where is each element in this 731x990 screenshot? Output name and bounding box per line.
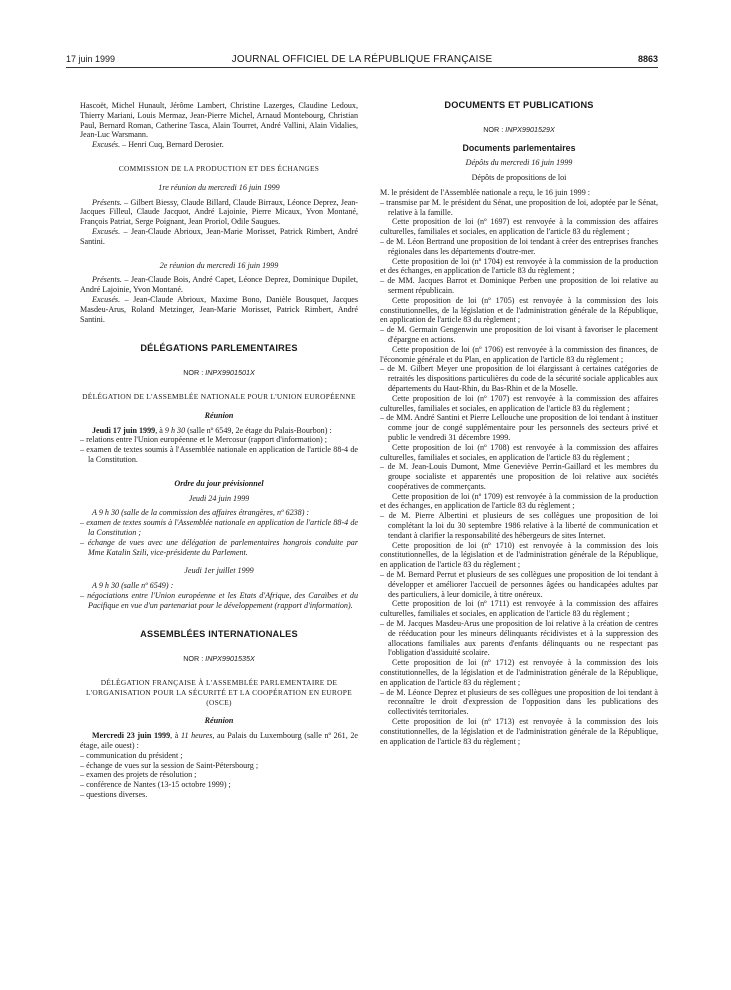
excuses-paragraph: Excusés. – Jean-Claude Abrioux, Jean-Marie Morisset, Patrick Rimbert, André Santini. [80, 226, 358, 246]
agenda-item: – examen de textes soumis à l'Assemblée nationale en application de l'article 88-4 de la Constitution ; [80, 518, 358, 537]
proposal-entry: – de M. Pierre Albertini et plusieurs de ses collègues une proposition de loi complétant la loi du 30 septembre 1986 relative à la liberté de communication et tendant à clarifier la responsabilité des hébergeurs de sites Internet. [380, 511, 658, 540]
header-page-number: 8863 [637, 54, 658, 64]
referral-paragraph: Cette proposition de loi (nº 1705) est renvoyée à la commission des lois constitutionnelles, de la législation et de l'administration générale de la République, en application de l'article 83 du règlement ; [380, 295, 658, 325]
commission-heading: COMMISSION DE LA PRODUCTION ET DES ÉCHANGES [118, 163, 320, 173]
referral-paragraph: Cette proposition de loi (nº 1697) est renvoyée à la commission des affaires culturelles, familiales et sociales, en application de l'article 83 du règlement ; [380, 217, 658, 237]
ordre-du-jour-title: Ordre du jour prévisionnel [174, 478, 264, 488]
referral-paragraph: Cette proposition de loi (nº 1711) est renvoyée à la commission des affaires culturelles, familiales et sociales, en application de l'article 83 du règlement ; [380, 599, 658, 619]
proposal-entry: – de M. Bernard Perrut et plusieurs de ses collègues une proposition de loi tendant à développer et améliorer l'accueil de personnes âgées ou handicapées adultes par des particuliers, à leur domicile, à titre onéreux. [380, 570, 658, 599]
presents-paragraph: Présents. – Jean-Claude Bois, André Capet, Léonce Deprez, Dominique Dupilet, André Lajoinie, Yvon Montané. [80, 275, 358, 295]
proposal-entry: – de M. Jacques Masdeu-Arus une proposition de loi relative à la création de centres de rééducation pour les mineurs délinquants récidivistes et à la suppression des allocations familiales aux parents d'enfants délinquants ou ne respectant pas l'obligation d'assiduité scolaire. [380, 619, 658, 658]
proposal-entry: – de MM. Jacques Barrot et Dominique Perben une proposition de loi relative au serment républicain. [380, 276, 658, 295]
delegation-heading: DÉLÉGATION FRANÇAISE À L'ASSEMBLÉE PARLEMENTAIRE DE L'ORGANISATION POUR LA SÉCURITÉ ET LA COOPÉRATION EN EUROPE (OSCE) [85, 678, 353, 707]
member-list: Hascoët, Michel Hunault, Jérôme Lambert, Christine Lazerges, Claudine Ledoux, Thierry Mariani, Louis Mermaz, Jean-Pierre Michel, Arnaud Montebourg, Christian Paul, Bernard Roman, Catherine Tasca, Alain Tourret, André Vallini, Alain Vidalies, Jean-Luc Warsmann. [80, 101, 358, 140]
proposal-entry: – de M. Jean-Louis Dumont, Mme Geneviève Perrin-Gaillard et les membres du groupe socialiste et apparentés une proposition de loi relative aux sociétés coopératives de commerçants. [380, 462, 658, 491]
date-heading: Jeudi 1er juillet 1999 [184, 566, 254, 576]
subsection-title: Documents parlementaires [462, 142, 576, 153]
time-line: A 9 h 30 (salle de la commission des affaires étrangères, nº 6238) : [92, 508, 310, 518]
subheading: Dépôts de propositions de loi [471, 173, 567, 183]
time-line: A 9 h 30 (salle nº 6549) : [92, 581, 174, 591]
header-title: JOURNAL OFFICIEL DE LA RÉPUBLIQUE FRANÇAISE [231, 54, 493, 65]
reunion-heading: 1re réunion du mercredi 16 juin 1999 [158, 182, 280, 192]
proposals-list [380, 198, 658, 747]
left-column [80, 101, 358, 800]
header-rule [66, 67, 658, 68]
agenda-item: – conférence de Nantes (13-15 octobre 1999) ; [80, 780, 231, 790]
proposal-entry: – de M. Gilbert Meyer une proposition de loi élargissant à certaines catégories de retraités les dispositions particulières du code de la sécurité sociale applicables aux départements du Haut-Rhin, du Bas-Rhin et de la Moselle. [380, 364, 658, 393]
delegation-heading: DÉLÉGATION DE L'ASSEMBLÉE NATIONALE POUR L'UNION EUROPÉENNE [82, 391, 356, 401]
date-heading: Jeudi 24 juin 1999 [188, 493, 250, 503]
proposal-entry: – de M. Léon Bertrand une proposition de loi tendant à créer des entreprises franches régionales dans les départements d'outre-mer. [380, 236, 658, 256]
page-header [66, 54, 658, 68]
right-column [380, 101, 658, 746]
reunion-title: Réunion [204, 716, 234, 726]
agenda-item: – négociations entre l'Union européenne et les Etats d'Afrique, des Caraïbes et du Pacifique en vue d'un partenariat pour le développement (rapport d'information). [80, 590, 358, 610]
meeting-paragraph: Jeudi 17 juin 1999, à 9 h 30 (salle nº 6549, 2e étage du Palais-Bourbon) : [92, 425, 332, 435]
agenda-item: – questions diverses. [80, 790, 148, 800]
referral-paragraph: Cette proposition de loi (nº 1708) est renvoyée à la commission des affaires culturelles, familiales et sociales, en application de l'article 83 du règlement ; [380, 442, 658, 462]
referral-paragraph: Cette proposition de loi (nº 1709) est renvoyée à la commission de la production et des échanges, en application de l'article 83 du règlement ; [380, 491, 658, 511]
referral-paragraph: Cette proposition de loi (nº 1713) est renvoyée à la commission des lois constitutionnelles, de la législation et de l'administration générale de la République, en application de l'article 83 du règlement ; [380, 717, 658, 746]
proposal-entry: – de M. Germain Gengenwin une proposition de loi visant à favoriser le placement d'épargne en actions. [380, 325, 658, 344]
agenda-item: – échange de vues sur la session de Saint-Pétersbourg ; [80, 760, 259, 770]
section-title: ASSEMBLÉES INTERNATIONALES [140, 629, 298, 640]
intro-line: M. le président de l'Assemblée nationale a reçu, le 16 juin 1999 : [380, 187, 591, 197]
proposal-entry: – de M. Léonce Deprez et plusieurs de ses collègues une proposition de loi tendant à reconnaître le droit d'expression de l'opposition dans les publications des collectivités territoriales. [380, 687, 658, 717]
nor-reference: NOR : INPX9901501X [183, 368, 255, 378]
excuses-paragraph: Excusés. – Jean-Claude Abrioux, Maxime Bono, Danièle Bousquet, Jacques Masdeu-Arus, Roland Metzinger, Jean-Marie Morisset, Patrick Rimbert, André Santini. [80, 294, 358, 324]
referral-paragraph: Cette proposition de loi (nº 1704) est renvoyée à la commission de la production et des échanges, en application de l'article 83 du règlement ; [380, 256, 658, 276]
meeting-paragraph: Mercredi 23 juin 1999, à 11 heures, au Palais du Luxembourg (salle nº 261, 2e étage, aile ouest) : [80, 731, 359, 751]
section-title: DÉLÉGATIONS PARLEMENTAIRES [140, 343, 298, 354]
referral-paragraph: Cette proposition de loi (nº 1710) est renvoyée à la commission des lois constitutionnelles, de la législation et de l'administration générale de la République, en application de l'article 83 du règlement ; [380, 540, 658, 570]
nor-reference: NOR : INPX9901529X [483, 124, 555, 134]
nor-reference: NOR : INPX9901535X [183, 654, 255, 664]
reunion-title: Réunion [204, 410, 234, 420]
referral-paragraph: Cette proposition de loi (nº 1706) est renvoyée à la commission des finances, de l'économie générale et du Plan, en application de l'article 83 du règlement ; [380, 344, 658, 364]
referral-paragraph: Cette proposition de loi (nº 1707) est renvoyée à la commission des affaires culturelles, familiales et sociales, en application de l'article 83 du règlement ; [380, 393, 658, 413]
proposal-entry: – de MM. André Santini et Pierre Lellouche une proposition de loi tendant à instituer comme jour de congé supplémentaire pour les personnels des secteurs privé et public le vendredi 31 décembre 1999. [380, 413, 658, 442]
agenda-item: – échange de vues avec une délégation de parlementaires hongrois conduite par Mme Katalin Szili, vice-présidente du Parlement. [80, 537, 358, 557]
proposal-entry: – transmise par M. le président du Sénat, une proposition de loi, adoptée par le Sénat, relative à la famille. [380, 197, 658, 217]
agenda-item: – communication du président ; [80, 750, 183, 760]
reunion-heading: 2e réunion du mercredi 16 juin 1999 [159, 260, 279, 270]
referral-paragraph: Cette proposition de loi (nº 1712) est renvoyée à la commission des lois constitutionnelles, de la législation et de l'administration générale de la République, en application de l'article 83 du règlement ; [380, 658, 658, 687]
presents-paragraph: Présents. – Gilbert Biessy, Claude Billard, Claude Birraux, Léonce Deprez, Jean-Jacques Filleul, Claude Jacquot, André Lajoinie, Pierre Micaux, Yvon Montané, François Patriat, Serge Poignant, Jean Proriol, Odile Saugues. [80, 197, 358, 227]
section-title: DOCUMENTS ET PUBLICATIONS [444, 100, 594, 110]
agenda-item: – relations entre l'Union européenne et le Mercosur (rapport d'information) ; [80, 435, 327, 445]
excuses-paragraph: Excusés. – Henri Cuq, Bernard Derosier. [92, 140, 224, 150]
agenda-item: – examen de textes soumis à l'Assemblée nationale en application de l'article 88-4 de la Constitution. [80, 445, 358, 464]
date-heading: Dépôts du mercredi 16 juin 1999 [465, 158, 573, 168]
header-date: 17 juin 1999 [66, 54, 116, 64]
agenda-item: – examen des projets de résolution ; [80, 770, 197, 780]
